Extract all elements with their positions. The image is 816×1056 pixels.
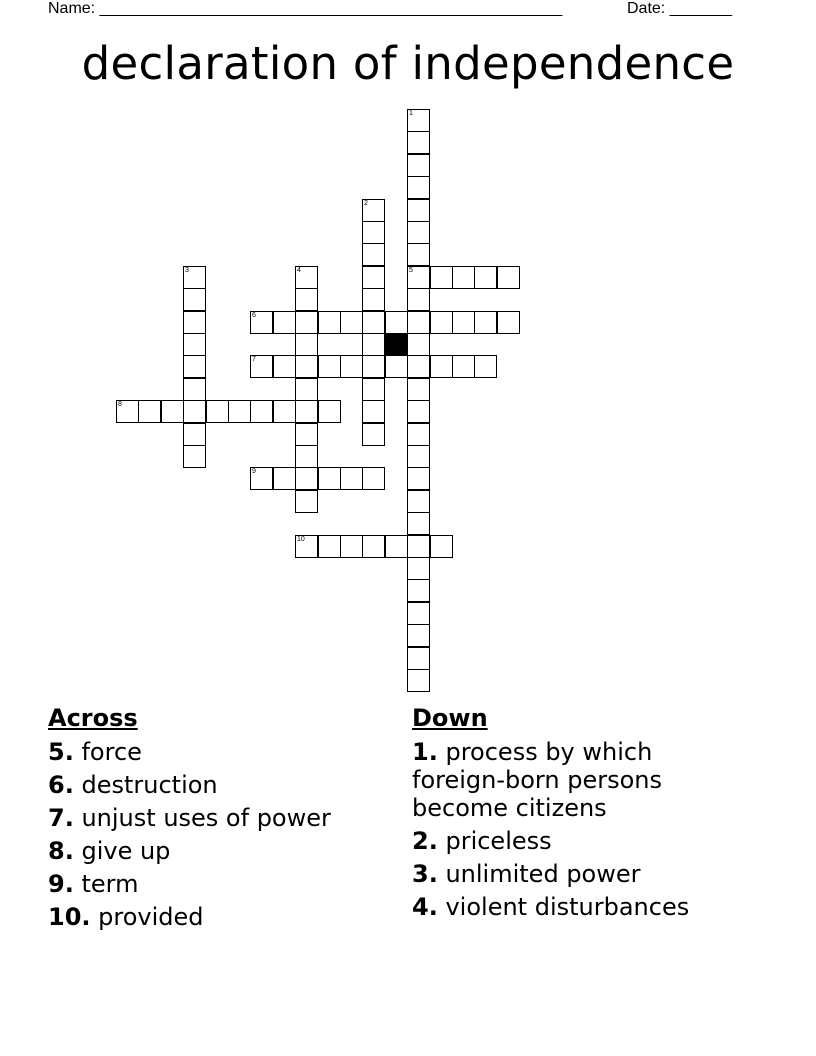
down-clue [412, 860, 752, 888]
crossword-block [385, 333, 408, 356]
down-clue [412, 827, 752, 855]
crossword-cell[interactable] [474, 355, 497, 378]
crossword-cell[interactable] [430, 535, 453, 558]
crossword-cell[interactable] [430, 266, 453, 289]
crossword-cell[interactable] [295, 423, 318, 446]
crossword-cell[interactable] [362, 333, 385, 356]
crossword-cell[interactable] [362, 467, 385, 490]
crossword-cell[interactable] [340, 311, 363, 334]
crossword-cell[interactable] [250, 355, 273, 378]
crossword-cell[interactable] [452, 355, 475, 378]
crossword-cell[interactable] [295, 490, 318, 513]
across-clue [48, 804, 388, 832]
crossword-cell[interactable] [407, 378, 430, 401]
clue-number: 2. [412, 827, 438, 855]
crossword-cell[interactable] [407, 109, 430, 132]
crossword-cell[interactable] [474, 311, 497, 334]
crossword-cell[interactable] [362, 423, 385, 446]
down-heading: Down [412, 704, 488, 732]
clue-number: 1. [412, 738, 438, 766]
crossword-cell[interactable] [407, 669, 430, 692]
crossword-cell[interactable] [497, 266, 520, 289]
crossword-cell[interactable] [273, 311, 296, 334]
crossword-cell[interactable] [407, 647, 430, 670]
across-heading: Across [48, 704, 138, 732]
clue-number: 7. [48, 804, 74, 832]
clue-number: 3. [412, 860, 438, 888]
crossword-cell[interactable] [250, 400, 273, 423]
crossword-cell[interactable] [407, 199, 430, 222]
crossword-cell[interactable] [273, 355, 296, 378]
crossword-cell[interactable] [295, 445, 318, 468]
down-clue [412, 893, 752, 921]
crossword-cell[interactable] [407, 512, 430, 535]
cell-number: 3 [185, 267, 189, 274]
crossword-cell[interactable] [183, 311, 206, 334]
crossword-cell[interactable] [452, 266, 475, 289]
clue-text: destruction [81, 771, 218, 799]
across-clue [48, 771, 388, 799]
crossword-cell[interactable] [228, 400, 251, 423]
clue-number: 8. [48, 837, 74, 865]
crossword-cell[interactable] [407, 355, 430, 378]
crossword-cell[interactable] [318, 467, 341, 490]
clue-text: priceless [445, 827, 552, 855]
crossword-cell[interactable] [340, 467, 363, 490]
crossword-cell[interactable] [362, 378, 385, 401]
crossword-cell[interactable] [183, 445, 206, 468]
down-clue [412, 738, 752, 822]
crossword-cell[interactable] [295, 467, 318, 490]
crossword-cell[interactable] [295, 535, 318, 558]
crossword-cell[interactable] [362, 221, 385, 244]
crossword-cell[interactable] [407, 467, 430, 490]
crossword-cell[interactable] [474, 266, 497, 289]
crossword-cell[interactable] [362, 288, 385, 311]
crossword-cell[interactable] [273, 467, 296, 490]
crossword-cell[interactable] [407, 243, 430, 266]
cell-number: 10 [297, 536, 305, 543]
clue-text: process by which foreign-born persons become citizens [412, 738, 662, 822]
crossword-cell[interactable] [138, 400, 161, 423]
crossword-cell[interactable] [318, 311, 341, 334]
crossword-cell[interactable] [407, 490, 430, 513]
crossword-cell[interactable] [273, 400, 296, 423]
clue-number: 9. [48, 870, 74, 898]
crossword-cell[interactable] [206, 400, 229, 423]
crossword-cell[interactable] [295, 333, 318, 356]
crossword-cell[interactable] [362, 266, 385, 289]
crossword-cell[interactable] [497, 311, 520, 334]
crossword-cell[interactable] [407, 288, 430, 311]
crossword-cell[interactable] [407, 311, 430, 334]
crossword-cell[interactable] [407, 535, 430, 558]
clue-number: 5. [48, 738, 74, 766]
cell-number: 8 [118, 401, 122, 408]
date-field[interactable]: Date: _______ [627, 0, 732, 17]
crossword-cell[interactable] [295, 355, 318, 378]
crossword-cell[interactable] [183, 288, 206, 311]
clue-text: term [81, 870, 139, 898]
crossword-cell[interactable] [407, 445, 430, 468]
cell-number: 4 [297, 267, 301, 274]
crossword-cell[interactable] [183, 266, 206, 289]
clue-number: 4. [412, 893, 438, 921]
crossword-cell[interactable] [183, 355, 206, 378]
crossword-cell[interactable] [407, 579, 430, 602]
crossword-cell[interactable] [295, 288, 318, 311]
crossword-cell[interactable] [362, 535, 385, 558]
crossword-cell[interactable] [407, 624, 430, 647]
crossword-cell[interactable] [183, 423, 206, 446]
crossword-cell[interactable] [362, 400, 385, 423]
clue-number: 6. [48, 771, 74, 799]
name-field[interactable]: Name: ____________________________________________________ [48, 0, 563, 17]
crossword-cell[interactable] [340, 535, 363, 558]
crossword-cell[interactable] [407, 154, 430, 177]
page-title: declaration of independence [81, 37, 735, 90]
crossword-cell[interactable] [407, 400, 430, 423]
crossword-cell[interactable] [385, 355, 408, 378]
crossword-cell[interactable] [407, 266, 430, 289]
crossword-cell[interactable] [407, 131, 430, 154]
crossword-cell[interactable] [407, 333, 430, 356]
across-clue [48, 837, 388, 865]
crossword-cell[interactable] [362, 355, 385, 378]
crossword-cell[interactable] [362, 243, 385, 266]
crossword-cell[interactable] [407, 221, 430, 244]
crossword-cell[interactable] [183, 333, 206, 356]
crossword-cell[interactable] [318, 535, 341, 558]
across-clue [48, 903, 388, 931]
crossword-cell[interactable] [407, 176, 430, 199]
crossword-cell[interactable] [250, 467, 273, 490]
crossword-cell[interactable] [295, 400, 318, 423]
across-clues [48, 704, 388, 936]
crossword-cell[interactable] [340, 355, 363, 378]
cell-number: 6 [252, 312, 256, 319]
across-clue [48, 738, 388, 766]
crossword-cell[interactable] [161, 400, 184, 423]
down-clues [412, 704, 752, 926]
crossword-cell[interactable] [362, 311, 385, 334]
crossword-cell[interactable] [318, 355, 341, 378]
crossword-cell[interactable] [385, 535, 408, 558]
cell-number: 9 [252, 468, 256, 475]
crossword-cell[interactable] [318, 400, 341, 423]
crossword-cell[interactable] [452, 311, 475, 334]
clue-text: give up [81, 837, 171, 865]
crossword-cell[interactable] [362, 199, 385, 222]
crossword-cell[interactable] [295, 266, 318, 289]
crossword-cell[interactable] [430, 355, 453, 378]
crossword-cell[interactable] [385, 311, 408, 334]
cell-number: 2 [364, 200, 368, 207]
across-clue [48, 870, 388, 898]
crossword-cell[interactable] [250, 311, 273, 334]
clue-text: violent disturbances [445, 893, 690, 921]
crossword-cell[interactable] [430, 311, 453, 334]
clue-text: unlimited power [445, 860, 641, 888]
crossword-cell[interactable] [295, 378, 318, 401]
crossword-cell[interactable] [183, 378, 206, 401]
crossword-cell[interactable] [183, 400, 206, 423]
cell-number: 5 [409, 267, 413, 274]
crossword-cell[interactable] [407, 557, 430, 580]
clue-text: unjust uses of power [81, 804, 331, 832]
clue-text: provided [98, 903, 204, 931]
clue-text: force [81, 738, 142, 766]
cell-number: 1 [409, 110, 413, 117]
clue-number: 10. [48, 903, 91, 931]
crossword-cell[interactable] [407, 602, 430, 625]
crossword-cell[interactable] [295, 311, 318, 334]
crossword-cell[interactable] [407, 423, 430, 446]
cell-number: 7 [252, 356, 256, 363]
crossword-cell[interactable] [116, 400, 139, 423]
